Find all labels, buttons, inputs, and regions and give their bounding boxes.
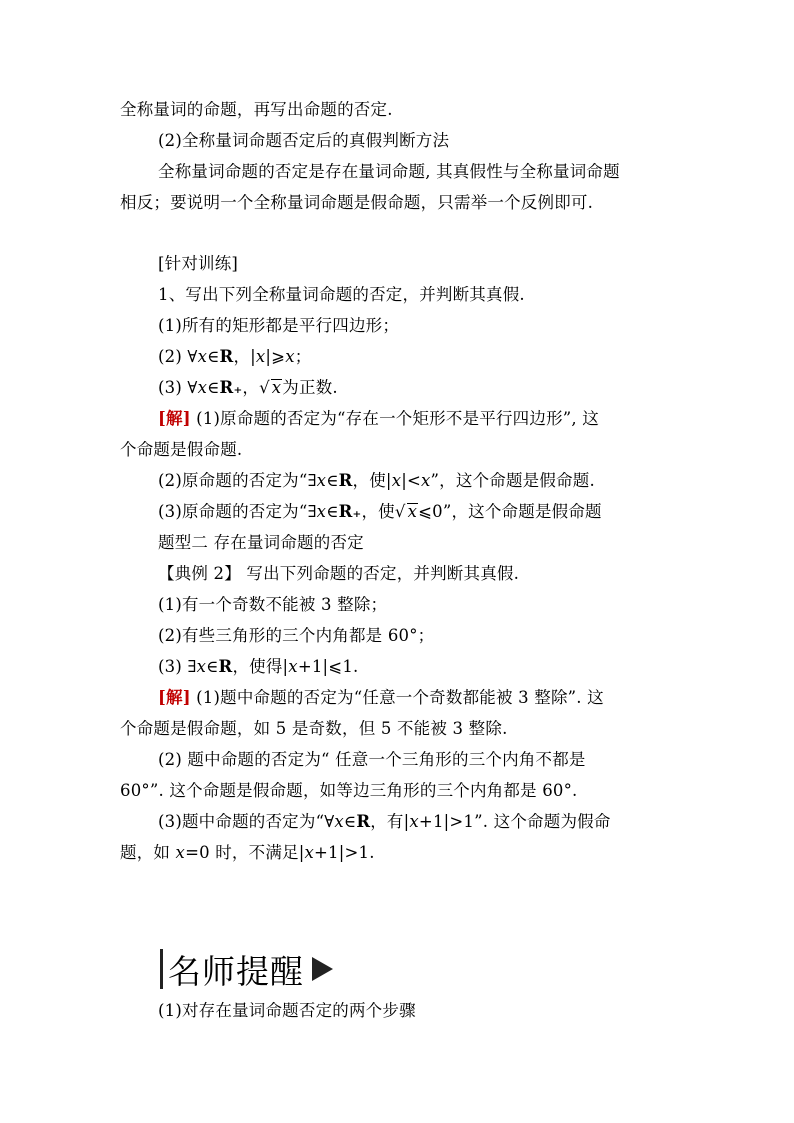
play-arrow-icon	[312, 957, 333, 981]
answer-1-line-1: [解] (1)原命题的否定为“存在一个矩形不是平行四边形”, 这	[158, 409, 599, 428]
solution-3-line-1: (3)题中命题的否定为“∀x∈R，有|x+1|>1”. 这个命题为假命	[158, 812, 611, 831]
heading-bar	[160, 949, 163, 989]
text-line: (2)全称量词命题否定后的真假判断方法	[158, 131, 450, 150]
solution-marker: [解]	[158, 409, 191, 428]
example-2-item-2: (2)有些三角形的三个内角都是 60°；	[158, 626, 435, 645]
text-line: 相反；要说明一个全称量词命题是假命题，只需举一个反例即可.	[120, 193, 594, 212]
answer-1-line-2: 个命题是假命题.	[120, 440, 243, 459]
example-2-title: 【典例 2】 写出下列命题的否定，并判断其真假.	[158, 564, 520, 583]
sqrt-radicand: x	[407, 502, 418, 521]
practice-title: [针对训练]	[158, 254, 239, 273]
answer-3: (3)原命题的否定为“∃x∈R₊，使√ x⩽0”，这个命题是假命题	[158, 502, 602, 521]
text-line: 全称量词的命题，再写出命题的否定.	[120, 100, 393, 119]
question-1: 1、写出下列全称量词命题的否定，并判断其真假.	[158, 285, 525, 304]
tip-heading	[160, 948, 333, 990]
question-1-item-3: (3) ∀x∈R₊，√ x为正数.	[158, 378, 338, 397]
sqrt-radicand: x	[271, 378, 282, 397]
example-2-item-3: (3) ∃x∈R，使得|x+1|⩽1.	[158, 657, 359, 676]
tip-item-1: (1)对存在量词命题否定的两个步骤	[158, 1001, 416, 1020]
sqrt-symbol: √	[259, 378, 270, 397]
question-1-item-2: (2) ∀x∈R，|x|⩾x；	[158, 347, 312, 366]
answer-2: (2)原命题的否定为“∃x∈R，使|x|<x”，这个命题是假命题.	[158, 471, 595, 490]
sqrt-symbol: √	[394, 502, 406, 521]
solution-2-line-1: (2) 题中命题的否定为“ 任意一个三角形的三个内角不都是	[158, 750, 586, 769]
solution-1-line-1: [解] (1)题中命题的否定为“任意一个奇数都能被 3 整除”. 这	[158, 688, 604, 707]
question-1-item-1: (1)所有的矩形都是平行四边形；	[158, 316, 400, 335]
solution-1-line-2: 个命题是假命题，如 5 是奇数，但 5 不能被 3 整除.	[120, 719, 508, 738]
text-line: 全称量词命题的否定是存在量词命题, 其真假性与全称量词命题	[158, 162, 620, 181]
example-2-item-1: (1)有一个奇数不能被 3 整除；	[158, 595, 388, 614]
solution-2-line-2: 60°”. 这个命题是假命题，如等边三角形的三个内角都是 60°.	[120, 781, 578, 800]
solution-marker: [解]	[158, 688, 191, 707]
tip-heading-text: 名师提醒	[168, 951, 304, 991]
solution-3-line-2: 题，如 x=0 时，不满足|x+1|>1.	[120, 843, 375, 862]
section-title: 题型二 存在量词命题的否定	[158, 533, 364, 552]
